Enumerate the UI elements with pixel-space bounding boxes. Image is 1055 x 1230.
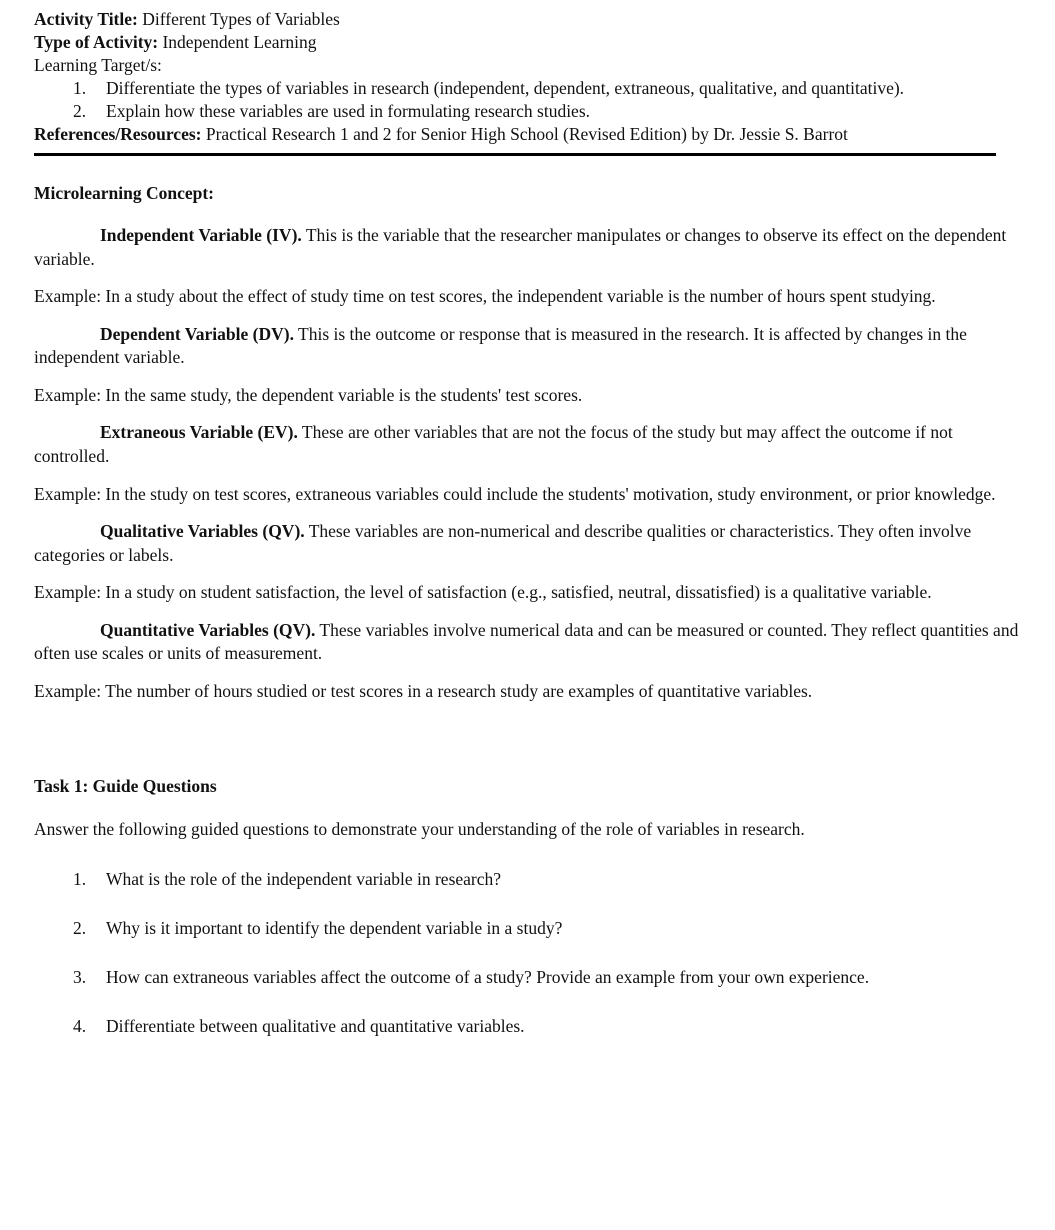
spacer: [34, 309, 1020, 323]
concept-paragraph-dv: [34, 323, 1020, 370]
guide-questions-list: [34, 868, 1020, 1038]
type-of-activity-value: Independent Learning: [162, 32, 317, 52]
concept-definition-iv: This is the variable that the researcher manipulates or changes to observe its effect on the dependent variable.: [34, 225, 1007, 269]
spacer: [34, 703, 1020, 775]
concept-term-dv: Dependent Variable (DV).: [100, 323, 294, 344]
spacer: [34, 842, 1020, 868]
concept-paragraph-quantitative: [34, 619, 1020, 666]
concept-definition-qualitative: These variables are non-numerical and describe qualities or characteristics. They often involve categories or labels.: [34, 521, 972, 565]
spacer: [34, 605, 1020, 619]
task1-instruction: Answer the following guided questions to demonstrate your understanding of the role of variables in research.: [34, 818, 805, 839]
activity-title-line: [34, 8, 1020, 31]
concept-paragraph-iv: [34, 224, 1020, 271]
document-content: [34, 8, 1020, 1038]
concept-term-iv: Independent Variable (IV).: [100, 225, 302, 246]
concept-definition-ev: These are other variables that are not the focus of the study but may affect the outcome if not controlled.: [34, 422, 953, 466]
learning-target-item: Differentiate the types of variables in research (independent, dependent, extraneous, qualitative, and quantitative).: [106, 78, 905, 98]
concept-definition-dv: This is the outcome or response that is measured in the research. It is affected by changes in the independent variable.: [34, 323, 967, 368]
guide-question-item: Differentiate between qualitative and quantitative variables.: [106, 1015, 525, 1036]
spacer: [34, 506, 1020, 520]
concept-definition-quantitative: These variables involve numerical data and can be measured or counted. They reflect quantities and often use scales or units of measurement.: [34, 619, 1019, 664]
microlearning-heading: Microlearning Concept:: [34, 182, 214, 203]
concept-term-quantitative: Quantitative Variables (QV).: [100, 619, 316, 640]
spacer: [34, 469, 1020, 483]
concept-paragraph-ev: [34, 421, 1020, 468]
learning-targets-list: [34, 77, 1020, 123]
task1-heading: Task 1: Guide Questions: [34, 776, 217, 797]
spacer: [34, 666, 1020, 680]
concept-term-qualitative: Qualitative Variables (QV).: [100, 521, 305, 542]
spacer: [34, 271, 1020, 285]
concept-example-ev: Example: In the study on test scores, extraneous variables could include the students' motivation, study environment, or prior knowledge.: [34, 483, 996, 504]
activity-header-block: [34, 8, 1020, 156]
references-value: Practical Research 1 and 2 for Senior High School (Revised Edition) by Dr. Jessie S. Barrot: [205, 123, 848, 144]
concept-paragraph-qualitative: [34, 520, 1020, 567]
concept-example-quantitative: Example: The number of hours studied or test scores in a research study are examples of quantitative variables.: [34, 680, 813, 701]
spacer: [34, 567, 1020, 581]
concept-example-iv: Example: In a study about the effect of study time on test scores, the independent variable is the number of hours spent studying.: [34, 286, 936, 307]
activity-title-value: Different Types of Variables: [142, 9, 340, 29]
guide-question-item: What is the role of the independent variable in research?: [106, 868, 502, 889]
references-label: References/Resources:: [34, 123, 202, 144]
activity-title-label: Activity Title:: [34, 9, 138, 29]
guide-question-item: Why is it important to identify the dependent variable in a study?: [106, 917, 563, 938]
learning-target-item: Explain how these variables are used in formulating research studies.: [106, 100, 591, 121]
learning-targets-label: Learning Target/s:: [34, 55, 162, 75]
spacer: [34, 370, 1020, 384]
concept-term-ev: Extraneous Variable (EV).: [100, 422, 298, 443]
guide-question-item: How can extraneous variables affect the outcome of a study? Provide an example from your own experience.: [106, 966, 870, 987]
spacer: [34, 407, 1020, 421]
spacer: [34, 204, 1020, 224]
type-of-activity-line: [34, 31, 1020, 54]
concept-example-qualitative: Example: In a study on student satisfaction, the level of satisfaction (e.g., satisfied, neutral, dissatisfied) is a qualitative variable.: [34, 582, 932, 603]
type-of-activity-label: Type of Activity:: [34, 32, 159, 52]
spacer: [34, 156, 1020, 182]
spacer: [34, 798, 1020, 818]
concept-example-dv: Example: In the same study, the dependent variable is the students' test scores.: [34, 384, 583, 405]
references-line: [34, 123, 1020, 146]
